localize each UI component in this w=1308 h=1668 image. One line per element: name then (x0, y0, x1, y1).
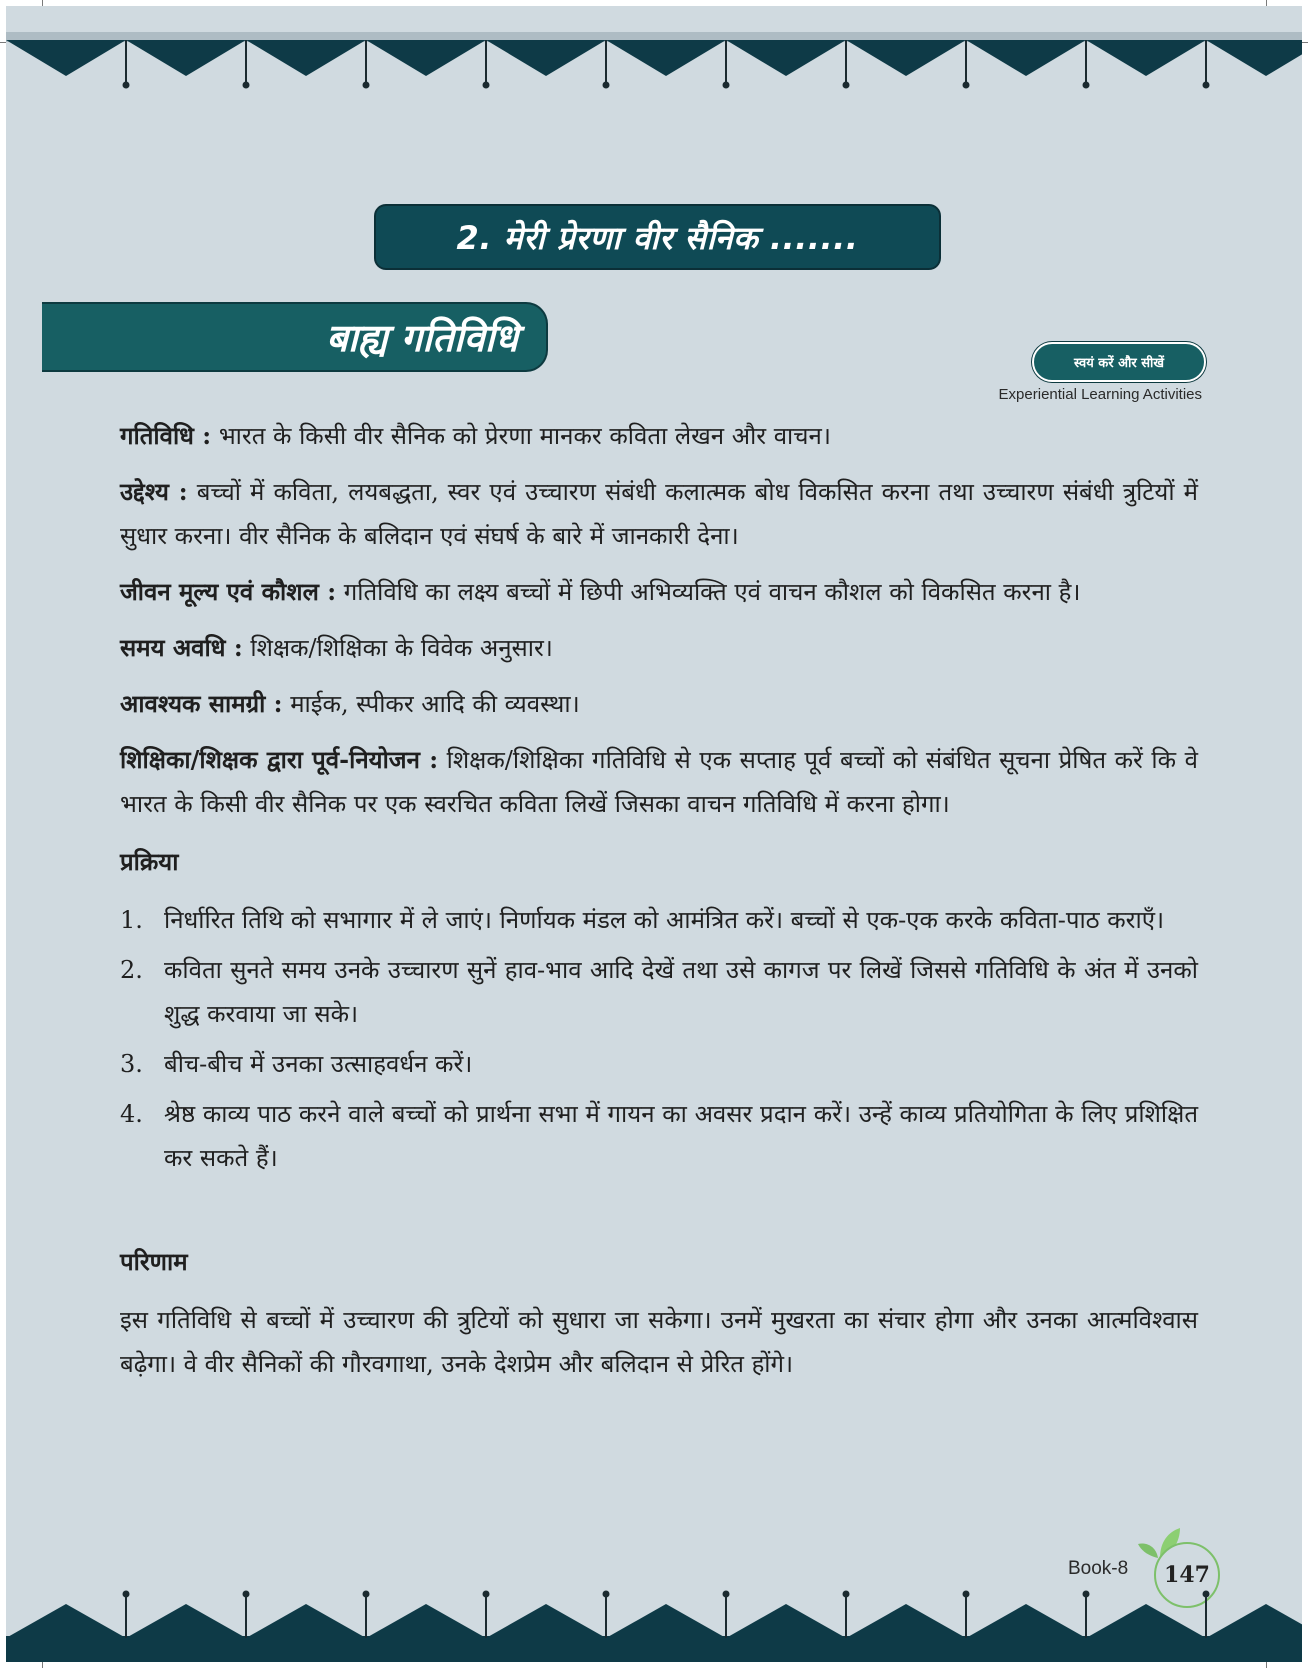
field-pre-planning (120, 738, 1198, 826)
chapter-title: 2. मेरी प्रेरणा वीर सैनिक ....... (374, 204, 941, 270)
bunting-flag (126, 40, 246, 76)
field-label: उद्देश्य : (120, 477, 188, 506)
bunting-flag (1086, 1604, 1206, 1638)
field-label: गतिविधि : (120, 421, 212, 450)
field-objective (120, 470, 1198, 558)
step-number: 1. (120, 906, 143, 934)
bunting-flag (726, 1604, 846, 1638)
bunting-bead (483, 82, 490, 89)
top-bunting-decoration (6, 32, 1302, 92)
step-text: कविता सुनते समय उनके उच्चारण सुनें हाव-भाव आदि देखें तथा उसे कागज पर लिखें जिससे गतिविधि के अंत में उनको शुद्ध करवाया जा सके। (164, 956, 1198, 1028)
bunting-bead (1083, 1591, 1090, 1598)
bunting-flag (1086, 40, 1206, 76)
step-text: निर्धारित तिथि को सभागार में ले जाएं। निर्णायक मंडल को आमंत्रित करें। बच्चों से एक-एक करके कविता-पाठ कराएँ। (164, 906, 1165, 934)
bunting-flag (126, 1604, 246, 1638)
field-text: गतिविधि का लक्ष्य बच्चों में छिपी अभिव्यक्ति एवं वाचन कौशल को विकसित करना है। (343, 578, 1081, 606)
bunting-bead (603, 1591, 610, 1598)
step-text: बीच-बीच में उनका उत्साहवर्धन करें। (164, 1050, 473, 1078)
step-text: श्रेष्ठ काव्य पाठ करने वाले बच्चों को प्रार्थना सभा में गायन का अवसर प्रदान करें। उन्हें काव्य प्रतियोगिता के लिए प्रशिक्षित कर सकते हैं। (164, 1100, 1198, 1172)
process-steps (120, 898, 1198, 1180)
result-heading: परिणाम (120, 1247, 188, 1276)
bunting-flag (606, 40, 726, 76)
bottom-bunting-decoration (6, 1566, 1302, 1662)
bunting-bead (843, 1591, 850, 1598)
field-duration (120, 626, 1198, 670)
step-number: 3. (120, 1050, 143, 1078)
bunting-flag (966, 1604, 1086, 1638)
bunting-bead (483, 1591, 490, 1598)
bunting-bead (603, 82, 610, 89)
bunting-flag (246, 40, 366, 76)
list-item (120, 1092, 1198, 1180)
field-label: शिक्षिका/शिक्षक द्वारा पूर्व-नियोजन : (120, 745, 439, 774)
page (6, 6, 1302, 1662)
bunting-flag (6, 40, 126, 76)
section-banner: बाह्य गतिविधि (42, 302, 548, 372)
field-materials (120, 682, 1198, 726)
bottom-band-base (6, 1636, 1302, 1662)
bunting-flag (6, 1604, 126, 1638)
bunting-bead (843, 82, 850, 89)
field-text: शिक्षक/शिक्षिका गतिविधि से एक सप्ताह पूर्व बच्चों को संबंधित सूचना प्रेषित करें कि वे भारत के किसी वीर सैनिक पर एक स्वरचित कविता लिखें जिसका वाचन गतिविधि में करना होगा। (120, 746, 1198, 818)
bunting-bead (723, 1591, 730, 1598)
bunting-flag (1206, 40, 1302, 76)
step-number: 2. (120, 956, 143, 984)
bunting-bead (1203, 82, 1210, 89)
list-item (120, 948, 1198, 1036)
bunting-flag (366, 40, 486, 76)
field-label: आवश्यक सामग्री : (120, 689, 283, 718)
bunting-bead (963, 82, 970, 89)
list-item (120, 898, 1198, 942)
bunting-bead (963, 1591, 970, 1598)
bunting-flag (486, 40, 606, 76)
bunting-flag (486, 1604, 606, 1638)
bunting-bead (243, 82, 250, 89)
bunting-flag (606, 1604, 726, 1638)
bunting-bead (363, 82, 370, 89)
bunting-flag (1206, 1604, 1302, 1638)
bunting-flag (966, 40, 1086, 76)
field-text: भारत के किसी वीर सैनिक को प्रेरणा मानकर कविता लेखन और वाचन। (218, 422, 831, 450)
bunting-flag (726, 40, 846, 76)
field-text: बच्चों में कविता, लयबद्धता, स्वर एवं उच्चारण संबंधी कलात्मक बोध विकसित करना तथा उच्चारण संबंधी त्रुटियों में सुधार करना। वीर सैनिक के बलिदान एवं संघर्ष के बारे में जानकारी देना। (120, 478, 1198, 550)
book-label: Book-8 (1068, 1558, 1129, 1579)
bunting-bead (723, 82, 730, 89)
bunting-bead (1083, 82, 1090, 89)
field-activity (120, 414, 1198, 458)
bunting-flag (846, 40, 966, 76)
field-text: माईक, स्पीकर आदि की व्यवस्था। (290, 690, 580, 718)
bunting-bead (243, 1591, 250, 1598)
activity-content (120, 414, 1198, 1398)
page-number: 147 (1154, 1542, 1220, 1608)
field-life-skills (120, 570, 1198, 614)
bunting-bead (123, 82, 130, 89)
badge-subtitle: Experiential Learning Activities (998, 386, 1202, 403)
field-label: जीवन मूल्य एवं कौशल : (120, 577, 337, 606)
field-text: शिक्षक/शिक्षिका के विवेक अनुसार। (250, 634, 553, 662)
list-item (120, 1042, 1198, 1086)
bunting-bead (123, 1591, 130, 1598)
process-heading: प्रक्रिया (120, 847, 179, 876)
result-text: इस गतिविधि से बच्चों में उच्चारण की त्रुटियों को सुधारा जा सकेगा। उनमें मुखरता का संचार होगा और उनका आत्मविश्वास बढ़ेगा। वे वीर सैनिकों की गौरवगाथा, उनके देशप्रेम और बलिदान से प्रेरित होंगे। (120, 1306, 1198, 1378)
bunting-flag (246, 1604, 366, 1638)
bunting-bead (1203, 1591, 1210, 1598)
bunting-flag (846, 1604, 966, 1638)
step-number: 4. (120, 1100, 143, 1128)
field-label: समय अवधि : (120, 633, 243, 662)
experiential-learning-badge: स्वयं करें और सीखें (1032, 342, 1206, 382)
bunting-flag (366, 1604, 486, 1638)
bunting-bead (363, 1591, 370, 1598)
